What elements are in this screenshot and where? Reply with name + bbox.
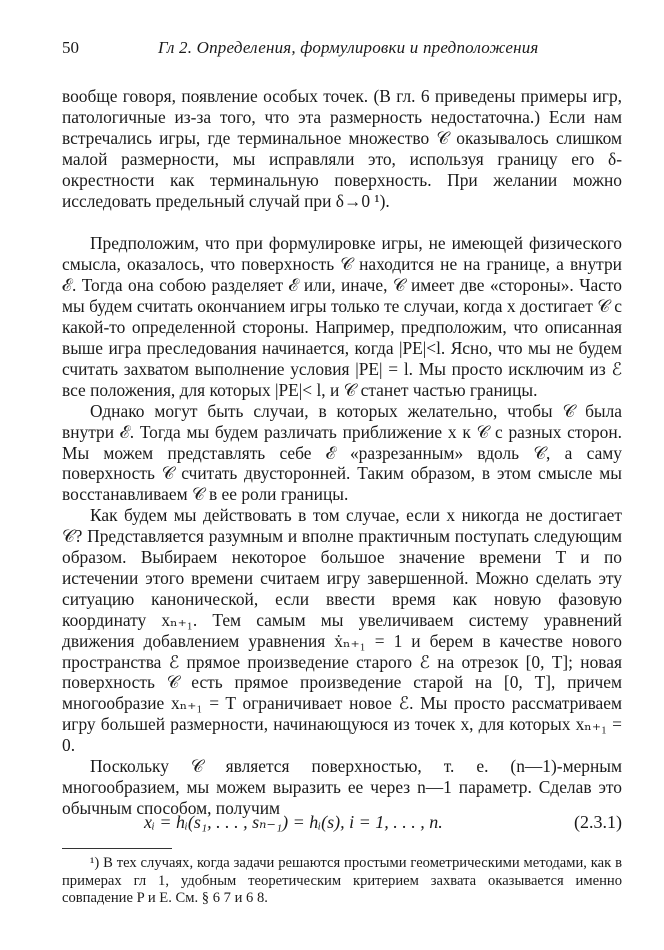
page-number: 50 [62,38,79,57]
page-header [62,38,622,62]
equation-number: (2.3.1) [574,812,622,832]
equation-expression: xᵢ = hᵢ(s₁, . . . , sₙ₋₁) = hᵢ(s), i = 1, . . . , n. [144,812,443,832]
paragraph-3: Однако могут быть случаи, в которых желательно, чтобы 𝒞 была внутри ℰ. Тогда мы будем различать приближение x к 𝒞 с разных сторон. Мы можем представлять себе ℰ «разрезанным» вдоль 𝒞, а саму поверхность 𝒞 считать двусторонней. Таким образом, в этом смысле мы восстанавливаем 𝒞 в ее роли границы. [62,400,622,505]
footnote-text: ¹) В тех случаях, когда задачи решаются простыми геометрическими методами, как в примерах гл 1, удобным теоретическим критерием захвата оказывается именно совпадение P и E. См. § 6 7 и 6 8. [62,855,622,906]
paragraph-4: Как будем мы действовать в том случае, если x никогда не достигает 𝒞? Представляется разумным и вполне практичным поступать следующим образом. Выбираем некоторое большое значение времени T и по истечении этого времени считаем игру завершенной. Можно сделать эту ситуацию канонической, если ввести время как новую фазовую координату xₙ₊₁. Тем самым мы увеличиваем систему уравнений движения добавлением уравнения ẋₙ₊₁ = 1 и берем в качестве нового пространства ℰ прямое произведение старого ℰ на отрезок [0, T]; новая поверхность 𝒞 есть прямое произведение старой на [0, T], причем многообразие xₙ₊₁ = T ограничивает новое ℰ. Мы просто рассматриваем игру большей размерности, начинающуюся из точек x, для которых xₙ₊₁ = 0. [62,505,622,756]
paragraph-2: Предположим, что при формулировке игры, не имеющей физического смысла, оказалось, что поверхность 𝒞 находится не на границе, а внутри ℰ. Тогда она собою разделяет ℰ или, иначе, 𝒞 имеет две «стороны». Часто мы будем считать окончанием игры только те случаи, когда x достигает 𝒞 с какой-то определенной стороны. Например, предположим, что описанная выше игра преследования начинается, когда |PE|<l. Ясно, что мы не будем считать захватом выполнение условия |PE| = l. Мы просто исключим из ℰ все положения, для которых |PE|< l, и 𝒞 станет частью границы. [62,233,622,400]
running-head: Гл 2. Определения, формулировки и предположения [158,38,539,57]
body-text [62,86,622,819]
paragraph-5: Поскольку 𝒞 является поверхностью, т. е. (n—1)-мерным многообразием, мы можем выразить ее через n—1 параметр. Сделав это обычным способом, получим [62,756,622,818]
paragraph-1: вообще говоря, появление особых точек. (В гл. 6 приведены примеры игр, патологичные из-за того, что эта размерность недостаточна.) Если нам встречались игры, где терминальное множество 𝒞 оказывалось слишком малой размерности, мы исправляли это, используя границу его δ-окрестности как терминальную поверхность. При желании можно исследовать предельный случай при δ→0 ¹). [62,86,622,211]
equation-2-3-1 [62,812,622,838]
footnote [62,855,622,908]
footnote-divider [62,848,172,849]
